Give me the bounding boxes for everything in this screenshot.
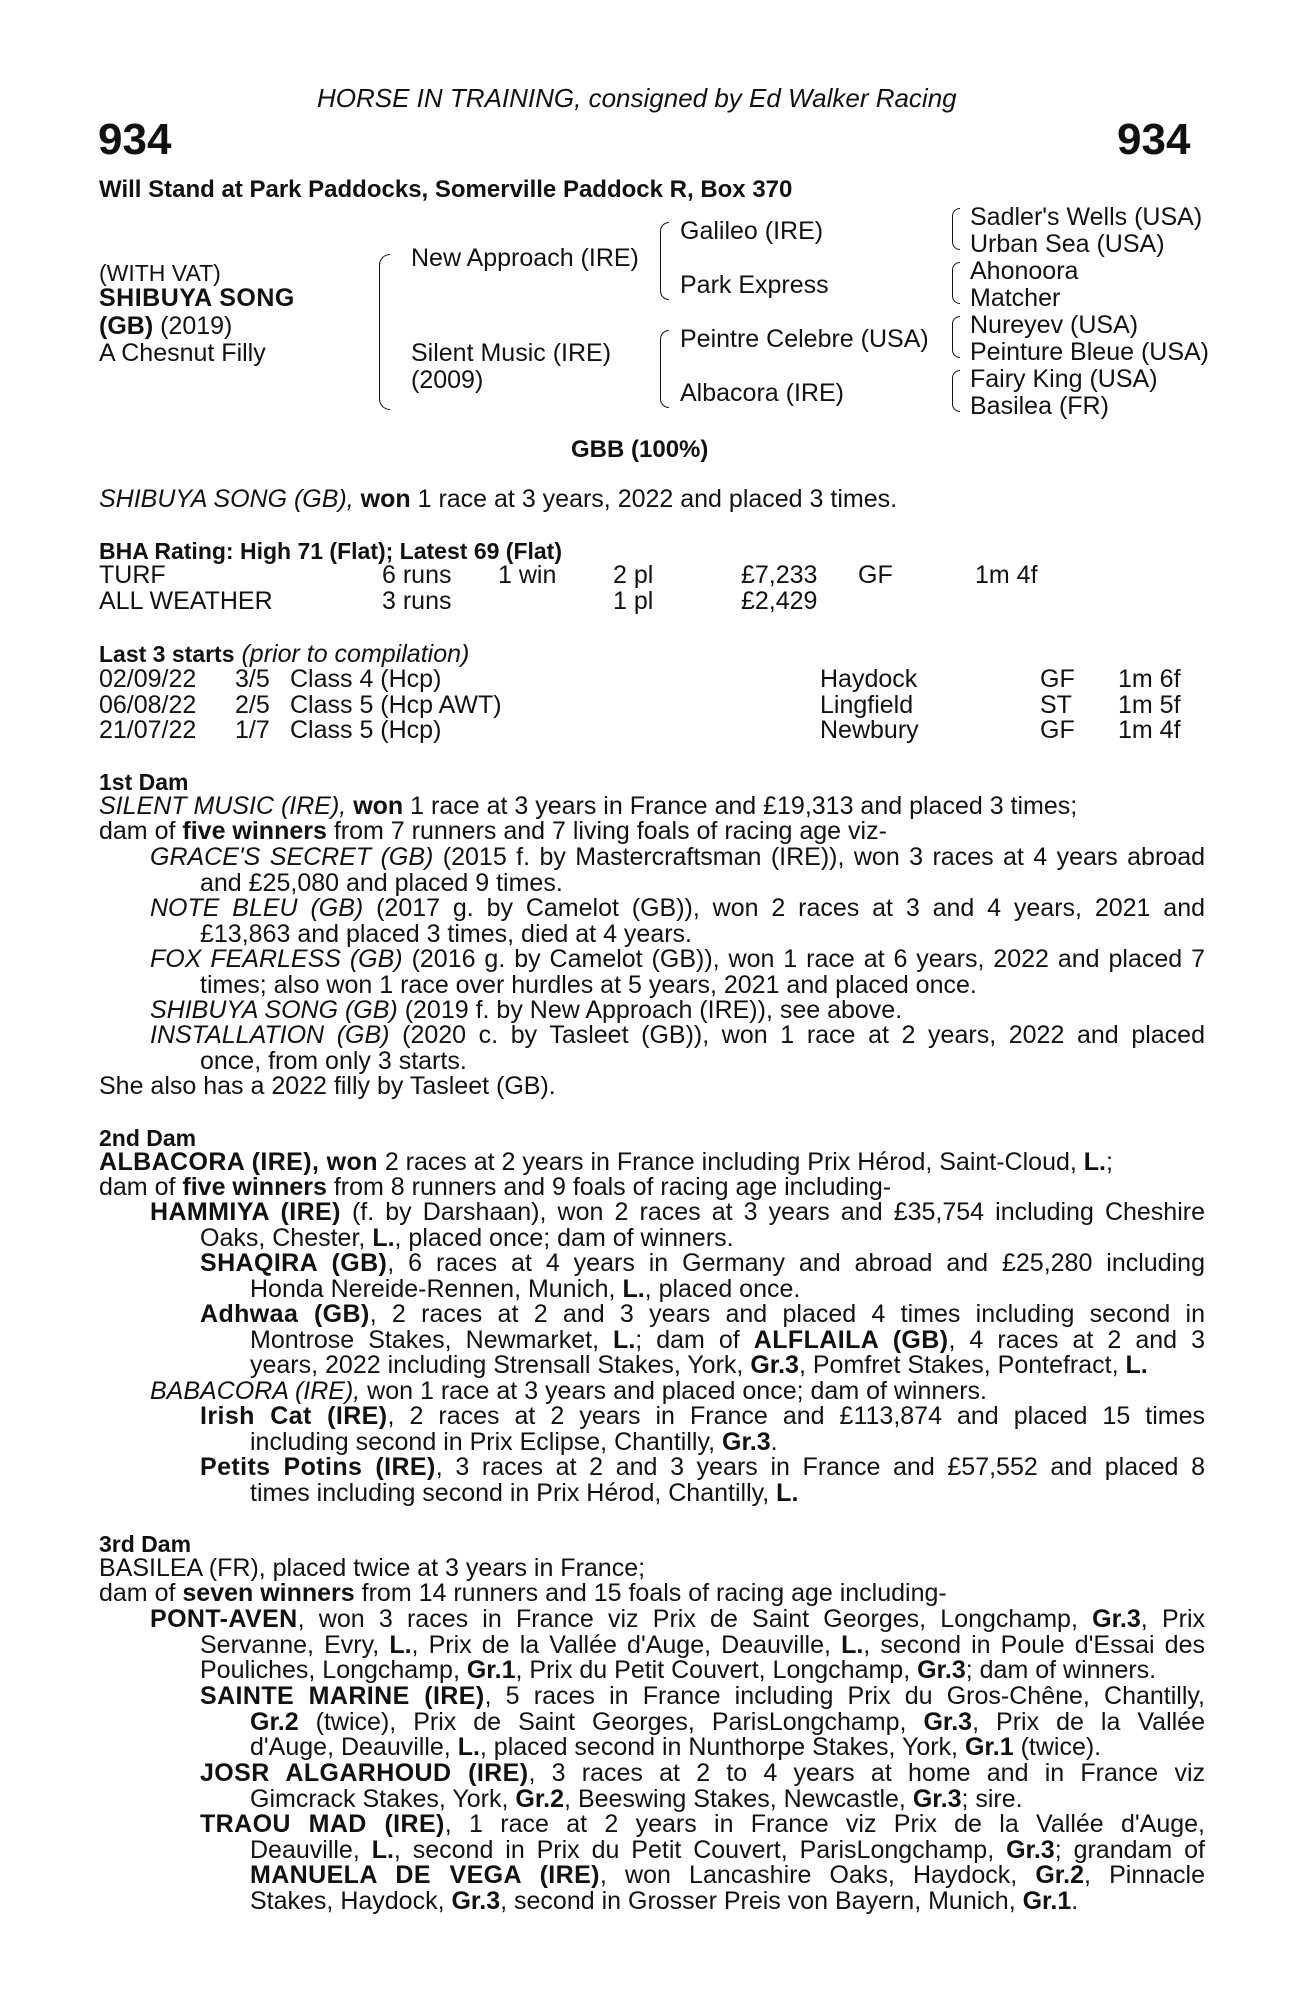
third-dam-runners: from 14 runners and 15 foals of racing age including- — [361, 1579, 947, 1607]
pedigree-brace-2b — [660, 330, 669, 408]
start-2-dist: 1m 5f — [1118, 691, 1181, 719]
progeny-installation-text-2: once, from only 3 starts. — [200, 1046, 467, 1075]
sainte-marine-text-2: (twice), Prix de Saint Georges, ParisLongchamp, — [315, 1707, 907, 1736]
sainte-marine-group-3: Gr.3 — [923, 1707, 973, 1736]
progeny-fox-text-2: times; also won 1 race over hurdles at 5 years, 2021 and placed once. — [200, 970, 977, 999]
progeny-note-bleu — [150, 896, 1205, 947]
horse-description: A Chesnut Filly — [99, 339, 266, 367]
second-dam-line-2 — [99, 1175, 891, 1200]
alflaila-text: , 4 races at 2 and 3 — [948, 1325, 1205, 1354]
second-dam-record: 2 races at 2 years in France including Prix Hérod, Saint-Cloud, — [384, 1148, 1077, 1176]
manuela-group-3: Gr.3 — [451, 1886, 501, 1915]
irish-cat-name: Irish Cat (IRE) — [200, 1402, 388, 1430]
pedigree-gg-8: Basilea (FR) — [970, 392, 1109, 420]
start-3-date: 21/07/22 — [99, 716, 197, 744]
lot-number-right: 934 — [1117, 115, 1191, 164]
progeny-installation — [150, 1023, 1205, 1074]
second-dam-runners: from 8 runners and 9 foals of racing age including- — [333, 1173, 892, 1201]
lot-number-left: 934 — [98, 115, 172, 164]
rating-turf-going: GF — [858, 561, 893, 589]
sainte-marine-entry — [200, 1684, 1205, 1761]
summary-won: won — [360, 485, 411, 513]
shaqira-text-3: , placed once. — [644, 1274, 801, 1303]
pont-aven-group-3: Gr.3 — [917, 1656, 966, 1684]
start-2-course: Lingfield — [820, 691, 914, 719]
alflaila-listed: L. — [1125, 1351, 1148, 1379]
first-dam-won: won — [353, 792, 404, 820]
manuela-group-2: Gr.2 — [1035, 1861, 1084, 1889]
progeny-installation-text: (2020 c. by Tasleet (GB)), won 1 race at 2 years, 2022 and placed — [402, 1021, 1205, 1049]
progeny-shibuya-text: (2019 f. by New Approach (IRE)), see above. — [404, 996, 903, 1024]
pedigree-brace-1 — [379, 254, 390, 410]
adhwaa-name: Adhwaa (GB) — [200, 1300, 370, 1328]
first-dam-name: SILENT MUSIC (IRE), — [99, 792, 347, 820]
pont-aven-text-2: , Prix — [1140, 1605, 1205, 1633]
catalogue-subtitle: HORSE IN TRAINING, consigned by Ed Walker Racing — [317, 83, 957, 113]
babacora-name: BABACORA (IRE), — [150, 1377, 361, 1405]
pont-aven-text-7: , Prix du Petit Couvert, Longchamp, — [515, 1656, 911, 1684]
pont-aven-text: , won 3 races in France viz Prix de Saint Georges, Longchamp, — [297, 1605, 1078, 1633]
first-dam-last-line: She also has a 2022 filly by Tasleet (GB). — [99, 1072, 556, 1100]
traou-mad-entry — [200, 1812, 1205, 1914]
start-2-pos: 2/5 — [235, 691, 270, 719]
first-dam-heading: 1st Dam — [99, 769, 189, 795]
traou-mad-text: , 1 race at 2 years in France viz Prix de la Vallée d'Auge, — [444, 1810, 1205, 1838]
vat-note: (WITH VAT) — [99, 260, 221, 286]
rating-turf-wins: 1 win — [498, 561, 557, 589]
rating-heading: BHA Rating: High 71 (Flat); Latest 69 (Flat) — [99, 538, 562, 564]
alflaila-text-3: , Pomfret Stakes, Pontefract, — [798, 1351, 1119, 1379]
pedigree-gg-2: Urban Sea (USA) — [970, 230, 1165, 258]
hammiya-text-2: Oaks, Chester, — [200, 1223, 366, 1252]
second-dam-winners: five winners — [182, 1173, 327, 1201]
manuela-text-4: , second in Grosser Preis von Bayern, Munich, — [500, 1886, 1016, 1915]
rating-turf-runs: 6 runs — [382, 561, 452, 589]
first-dam-winners: five winners — [182, 817, 327, 845]
progeny-note-bleu-name: NOTE BLEU (GB) — [150, 894, 364, 922]
adhwaa-text-2: Montrose Stakes, Newmarket, — [250, 1325, 600, 1354]
josr-algarhoud-text: , 3 races at 2 to 4 years at home and in France viz — [528, 1759, 1205, 1787]
josr-algarhoud-text-3: , Beeswing Stakes, Newcastle, — [564, 1784, 906, 1813]
alflaila-group: Gr.3 — [750, 1351, 799, 1379]
irish-cat-group: Gr.3 — [722, 1427, 771, 1456]
manuela-text-3: Stakes, Haydock, — [250, 1886, 445, 1915]
alflaila-text-2: years, 2022 including Strensall Stakes, York, — [250, 1351, 744, 1379]
progeny-shibuya-name: SHIBUYA SONG (GB) — [150, 996, 398, 1024]
progeny-grace-text-2: and £25,080 and placed 9 times. — [200, 868, 563, 897]
shaqira-entry — [200, 1251, 1205, 1302]
josr-algarhoud-text-2: Gimcrack Stakes, York, — [250, 1784, 509, 1813]
adhwaa-text-3: ; dam of — [635, 1325, 740, 1354]
manuela-group-1: Gr.1 — [1022, 1886, 1072, 1915]
summary-rest: 1 race at 3 years, 2022 and placed 3 times. — [417, 485, 898, 513]
sainte-marine-text-3: , Prix de la Vallée — [972, 1707, 1205, 1736]
pedigree-brace-3d — [952, 370, 960, 412]
traou-mad-name: TRAOU MAD (IRE) — [200, 1810, 445, 1838]
pedigree-gg-1: Sadler's Wells (USA) — [970, 203, 1203, 231]
pedigree-sire-sire: Galileo (IRE) — [680, 217, 824, 245]
traou-mad-group-3: Gr.3 — [1006, 1835, 1055, 1864]
pedigree-dam-dam: Albacora (IRE) — [680, 379, 844, 407]
sainte-marine-group-2: Gr.2 — [250, 1707, 299, 1736]
manuela-period: . — [1071, 1886, 1079, 1915]
start-1-class: Class 4 (Hcp) — [290, 665, 442, 693]
rating-aw-runs: 3 runs — [382, 587, 452, 615]
josr-algarhoud-text-4: ; sire. — [961, 1784, 1023, 1813]
pont-aven-text-8: ; dam of winners. — [965, 1656, 1157, 1684]
start-3-course: Newbury — [820, 716, 919, 744]
start-1-pos: 3/5 — [235, 665, 270, 693]
rating-turf-placed: 2 pl — [613, 561, 654, 589]
second-dam-name: ALBACORA (IRE), won — [99, 1148, 378, 1176]
start-1-date: 02/09/22 — [99, 665, 197, 693]
rating-turf-prize: £7,233 — [741, 561, 818, 589]
pedigree-sire: New Approach (IRE) — [411, 244, 639, 272]
pedigree-gg-7: Fairy King (USA) — [970, 365, 1158, 393]
progeny-grace-text: (2015 f. by Mastercraftsman (IRE)), won 3 races at 4 years abroad — [442, 843, 1205, 871]
pont-aven-group-1: Gr.1 — [466, 1656, 516, 1684]
pont-aven-text-4: , Prix de la Vallée d'Auge, Deauville, — [411, 1630, 831, 1659]
josr-algarhoud-name: JOSR ALGARHOUD (IRE) — [200, 1759, 529, 1787]
sainte-marine-text-4: d'Auge, Deauville, — [250, 1733, 451, 1761]
josr-algarhoud-entry — [200, 1761, 1205, 1812]
first-dam-runners: from 7 runners and 7 living foals of racing age viz- — [333, 817, 887, 845]
third-dam-heading: 3rd Dam — [99, 1531, 192, 1557]
alflaila-name: ALFLAILA (GB) — [753, 1325, 949, 1354]
start-3-pos: 1/7 — [235, 716, 270, 744]
josr-algarhoud-group-2: Gr.2 — [515, 1784, 565, 1813]
pedigree-dam: Silent Music (IRE) — [411, 339, 612, 367]
sainte-marine-text-6: (twice). — [1020, 1733, 1102, 1761]
shaqira-text: , 6 races at 4 years in Germany and abroad and £25,280 including — [387, 1249, 1205, 1277]
third-dam-line-1: BASILEA (FR), placed twice at 3 years in France; — [99, 1554, 646, 1582]
hammiya-text: (f. by Darshaan), won 2 races at 3 years and £35,754 including Cheshire — [351, 1198, 1205, 1226]
start-3-going: GF — [1040, 716, 1075, 744]
start-2-going: ST — [1040, 691, 1072, 719]
sainte-marine-listed: L. — [457, 1733, 480, 1761]
first-dam-line-2 — [99, 819, 887, 844]
shaqira-text-2: Honda Nereide-Rennen, Munich, — [250, 1274, 616, 1303]
petits-potins-name: Petits Potins (IRE) — [200, 1453, 436, 1481]
first-dam-record: 1 race at 3 years in France and £19,313 and placed 3 times; — [410, 792, 1078, 820]
horse-name: SHIBUYA SONG — [99, 284, 295, 312]
last-starts-heading — [99, 642, 469, 667]
horse-year: (2019) — [160, 312, 233, 340]
pedigree-gg-4: Matcher — [970, 284, 1061, 312]
sainte-marine-text: , 5 races in France including Prix du Gros-Chêne, Chantilly, — [484, 1682, 1205, 1710]
irish-cat-text-2: including second in Prix Eclipse, Chantilly, — [250, 1427, 716, 1456]
rating-aw-placed: 1 pl — [613, 587, 654, 615]
pedigree-sire-dam: Park Express — [680, 271, 829, 299]
sainte-marine-group-1: Gr.1 — [964, 1733, 1014, 1761]
pont-aven-entry — [150, 1607, 1205, 1684]
horse-country-year — [99, 314, 232, 339]
petits-potins-listed: L. — [776, 1478, 799, 1507]
pedigree-dam-year: (2009) — [411, 366, 484, 394]
progeny-fox-text: (2016 g. by Camelot (GB)), won 1 race at 6 years, 2022 and placed 7 — [411, 945, 1205, 973]
irish-cat-entry — [200, 1404, 1205, 1455]
petits-potins-text-2: times including second in Prix Hérod, Chantilly, — [250, 1478, 770, 1507]
pedigree-gg-6: Peinture Bleue (USA) — [970, 338, 1210, 366]
start-2-class: Class 5 (Hcp AWT) — [290, 691, 502, 719]
progeny-installation-name: INSTALLATION (GB) — [150, 1021, 390, 1049]
hammiya-text-3: , placed once; dam of winners. — [394, 1223, 734, 1252]
pedigree-dam-sire: Peintre Celebre (USA) — [680, 325, 929, 353]
adhwaa-listed: L. — [613, 1325, 636, 1354]
sainte-marine-name: SAINTE MARINE (IRE) — [200, 1682, 485, 1710]
irish-cat-period: . — [770, 1427, 778, 1456]
race-summary — [99, 487, 897, 512]
pont-aven-text-3: Servanne, Evry, — [200, 1630, 380, 1659]
pont-aven-name: PONT-AVEN — [150, 1605, 298, 1633]
pedigree-brace-3b — [952, 262, 960, 304]
stand-location: Will Stand at Park Paddocks, Somerville Paddock R, Box 370 — [99, 176, 793, 203]
third-dam-winners: seven winners — [182, 1579, 355, 1607]
second-dam-damof: dam of — [99, 1173, 176, 1201]
progeny-grace-name: GRACE'S SECRET (GB) — [150, 843, 434, 871]
manuela-de-vega-name: MANUELA DE VEGA (IRE) — [250, 1861, 600, 1889]
pont-aven-listed-2: L. — [841, 1630, 864, 1659]
rating-turf-distance: 1m 4f — [975, 561, 1038, 589]
start-1-going: GF — [1040, 665, 1075, 693]
sainte-marine-text-5: , placed second in Nunthorpe Stakes, York, — [479, 1733, 958, 1761]
pedigree-brace-2a — [660, 222, 669, 300]
last-starts-note: (prior to compilation) — [241, 640, 470, 668]
adhwaa-text: , 2 races at 2 and 3 years and placed 4 times including second in — [369, 1300, 1205, 1328]
traou-mad-text-3: , second in Prix du Petit Couvert, ParisLongchamp, — [393, 1835, 995, 1864]
traou-mad-text-4: ; grandam of — [1054, 1835, 1205, 1864]
start-1-course: Haydock — [820, 665, 918, 693]
pont-aven-group: Gr.3 — [1092, 1605, 1141, 1633]
horse-country: (GB) — [99, 312, 154, 340]
hammiya-name: HAMMIYA (IRE) — [150, 1198, 341, 1226]
gbb-note: GBB (100%) — [571, 436, 709, 463]
petits-potins-entry — [200, 1455, 1205, 1506]
josr-algarhoud-group-3: Gr.3 — [912, 1784, 962, 1813]
pont-aven-text-5: , second in Poule d'Essai des — [863, 1630, 1205, 1659]
summary-horse-name: SHIBUYA SONG (GB), — [99, 485, 354, 513]
petits-potins-text: , 3 races at 2 and 3 years in France and £57,552 and placed 8 — [435, 1453, 1205, 1481]
progeny-note-bleu-text: (2017 g. by Camelot (GB)), won 2 races at 3 and 4 years, 2021 and — [376, 894, 1205, 922]
second-dam-semicolon: ; — [1106, 1148, 1113, 1176]
shaqira-listed: L. — [622, 1274, 645, 1303]
second-dam-line-1 — [99, 1150, 1113, 1175]
manuela-text-2: , Pinnacle — [1084, 1861, 1206, 1889]
last-starts-title: Last 3 starts — [99, 641, 235, 667]
start-2-date: 06/08/22 — [99, 691, 197, 719]
traou-mad-text-2: Deauville, — [250, 1835, 360, 1864]
progeny-shibuya — [150, 998, 902, 1023]
hammiya-listed: L. — [372, 1223, 395, 1252]
pedigree-brace-3c — [952, 316, 960, 358]
progeny-fox-name: FOX FEARLESS (GB) — [150, 945, 403, 973]
third-dam-damof: dam of — [99, 1579, 176, 1607]
progeny-grace — [150, 845, 1205, 896]
adhwaa-entry — [200, 1302, 1205, 1379]
traou-mad-listed: L. — [371, 1835, 394, 1864]
progeny-note-bleu-text-2: £13,863 and placed 3 times, died at 4 years. — [200, 919, 692, 948]
pont-aven-listed: L. — [389, 1630, 412, 1659]
irish-cat-text: , 2 races at 2 years in France and £113,874 and placed 15 times — [387, 1402, 1206, 1430]
babacora-text: won 1 race at 3 years and placed once; dam of winners. — [367, 1377, 987, 1405]
first-dam-damof: dam of — [99, 817, 176, 845]
rating-turf-surface: TURF — [99, 561, 166, 589]
third-dam-line-2 — [99, 1581, 947, 1606]
second-dam-heading: 2nd Dam — [99, 1125, 197, 1151]
pedigree-gg-3: Ahonoora — [970, 257, 1079, 285]
pedigree-gg-5: Nureyev (USA) — [970, 311, 1139, 339]
shaqira-name: SHAQIRA (GB) — [200, 1249, 388, 1277]
hammiya-entry — [150, 1200, 1205, 1251]
rating-aw-prize: £2,429 — [741, 587, 818, 615]
start-1-dist: 1m 6f — [1118, 665, 1181, 693]
start-3-class: Class 5 (Hcp) — [290, 716, 442, 744]
progeny-fox-fearless — [150, 947, 1205, 998]
manuela-text: , won Lancashire Oaks, Haydock, — [599, 1861, 1018, 1889]
babacora-entry — [150, 1379, 987, 1404]
second-dam-listed: L. — [1083, 1148, 1106, 1176]
start-3-dist: 1m 4f — [1118, 716, 1181, 744]
pedigree-brace-3a — [952, 208, 960, 250]
pont-aven-text-6: Pouliches, Longchamp, — [200, 1656, 460, 1684]
rating-aw-surface: ALL WEATHER — [99, 587, 273, 615]
first-dam-line-1 — [99, 794, 1077, 819]
